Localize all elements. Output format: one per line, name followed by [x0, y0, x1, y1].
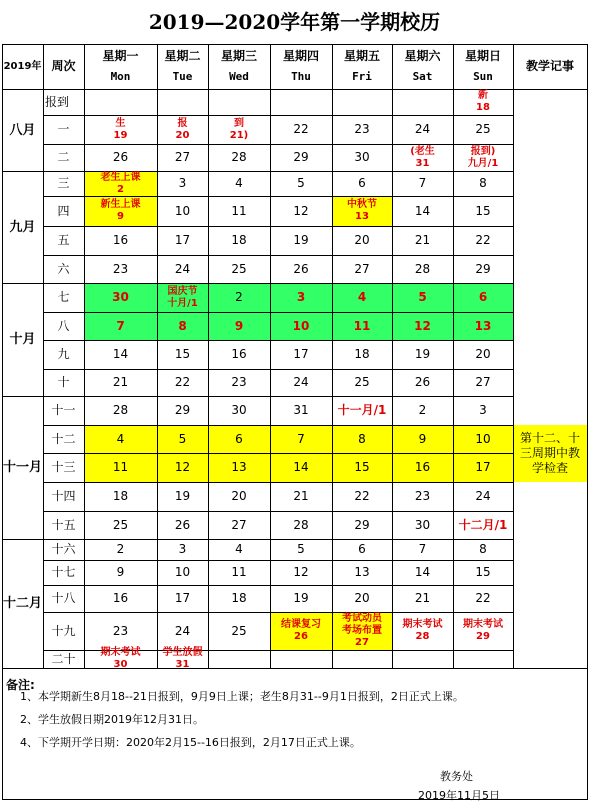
date-cell: 16 — [112, 591, 129, 605]
date-cell: 31 — [293, 403, 309, 417]
date-cell: 22 — [354, 489, 370, 503]
week-number: 十四 — [51, 489, 76, 503]
note-line-2: 2、学生放假日期2019年12月31日。 — [20, 713, 204, 726]
date-annotation: 18 — [476, 102, 490, 113]
date-cell: 17 — [475, 460, 491, 474]
date-cell: 16 — [231, 347, 247, 361]
date-cell — [332, 283, 392, 312]
date-cell: 18 — [231, 591, 247, 605]
month-label: 八月 — [9, 122, 36, 138]
date-cell — [208, 650, 270, 668]
grid-line — [587, 44, 588, 668]
date-cell: 28 — [414, 261, 431, 276]
day-name-cn: 星期二 — [164, 49, 201, 63]
day-name-en: Tue — [172, 70, 193, 83]
date-cell: 8 — [479, 176, 487, 190]
date-cell — [84, 647, 157, 670]
date-cell: 8 — [479, 542, 487, 556]
date-cell: 10 — [174, 203, 191, 218]
date-cell: 9 — [418, 431, 427, 446]
week-number: 报到 — [45, 94, 70, 109]
year-header: 2019年 — [3, 61, 42, 72]
date-cell: 4 — [235, 176, 243, 190]
date-cell: 11 — [231, 565, 247, 579]
date-cell — [453, 283, 513, 312]
day-name-cn: 星期三 — [220, 49, 257, 63]
date-cell: 15 — [475, 565, 491, 579]
date-cell: 2 — [116, 542, 125, 556]
date-cell: 3 — [479, 403, 487, 417]
date-cell: 24 — [174, 261, 191, 276]
date-cell: 24 — [414, 122, 431, 136]
date-annotation: 期末考试 — [100, 647, 141, 658]
date-cell: 27 — [231, 517, 247, 532]
week-number: 七 — [57, 290, 70, 304]
date-cell: 14 — [112, 347, 129, 361]
date-cell: 23 — [414, 489, 431, 503]
date-cell: 23 — [354, 122, 370, 136]
date-cell: 8 — [358, 431, 366, 446]
page-title: 2019—2020学年第一学期校历 — [148, 10, 441, 34]
date-cell: 12 — [174, 460, 191, 474]
date-annotation: 国庆节 — [167, 285, 198, 297]
date-cell — [270, 89, 332, 115]
date-annotation: 21) — [229, 129, 249, 141]
date-cell — [453, 312, 513, 340]
date-cell: 3 — [178, 542, 187, 556]
date-cell — [332, 89, 392, 115]
date-cell: 21 — [414, 233, 431, 247]
day-name-en: Thu — [291, 70, 311, 83]
date-annotation: 5 — [418, 290, 427, 304]
date-annotation: 7 — [116, 318, 125, 333]
date-cell: 27 — [475, 375, 491, 389]
date-annotation: 26 — [294, 631, 308, 642]
grid-line — [513, 44, 514, 668]
day-name-cn: 星期四 — [282, 49, 319, 63]
date-cell: 22 — [475, 591, 491, 605]
week-header: 周次 — [51, 59, 76, 73]
grid-line — [2, 668, 513, 669]
date-cell — [392, 89, 453, 115]
week-number: 十八 — [51, 591, 76, 605]
date-cell: 2 — [418, 403, 427, 417]
date-cell: 2 — [235, 290, 243, 304]
date-cell: 12 — [293, 203, 309, 218]
date-cell: 15 — [475, 203, 491, 218]
day-name-cn: 星期五 — [343, 49, 380, 63]
date-cell — [392, 312, 453, 340]
week-number: 二 — [57, 150, 70, 164]
date-cell: 7 — [418, 542, 427, 556]
day-name-en: Mon — [110, 70, 131, 83]
date-annotation: 报 — [177, 117, 188, 129]
week-number: 十三 — [51, 460, 76, 474]
date-cell: 28 — [112, 403, 129, 417]
date-annotation: 27 — [355, 637, 369, 648]
date-annotation: 报到) — [470, 145, 496, 157]
date-annotation: 十月/1 — [167, 297, 198, 309]
date-cell: 30 — [231, 403, 247, 417]
date-cell: 28 — [231, 150, 247, 164]
date-cell: 27 — [354, 261, 370, 276]
date-cell: 20 — [231, 489, 247, 503]
month-label: 十月 — [9, 332, 36, 347]
issue-date: 2019年11月5日 — [418, 789, 500, 802]
date-cell: 14 — [293, 460, 309, 474]
date-cell: 19 — [174, 489, 191, 503]
date-annotation: 13 — [474, 318, 492, 333]
date-annotation: 十一月/1 — [337, 403, 387, 417]
date-cell — [270, 283, 332, 312]
date-cell: 9 — [116, 565, 125, 579]
date-cell: 5 — [297, 542, 305, 556]
date-cell: 4 — [235, 542, 243, 556]
date-cell: 11 — [112, 460, 129, 474]
date-cell: 25 — [475, 122, 491, 136]
date-annotation: 29 — [476, 631, 490, 642]
date-cell: 24 — [174, 623, 191, 638]
date-cell: 17 — [174, 591, 191, 605]
note-line-1: 1、本学期新生8月18--21日报到，9月9日上课；老生8月31--9月1日报到，2日正式上课。 — [20, 690, 464, 703]
week-number: 十六 — [51, 542, 76, 556]
date-cell: 25 — [231, 261, 247, 276]
date-cell: 15 — [174, 347, 191, 361]
date-cell — [392, 650, 453, 668]
date-annotation: 12 — [414, 318, 431, 333]
date-annotation: 30 — [112, 290, 129, 304]
date-cell: 14 — [414, 203, 431, 218]
date-annotation: 6 — [478, 290, 488, 304]
date-cell: 19 — [414, 347, 431, 361]
week-number: 十九 — [51, 623, 76, 638]
date-cell: 25 — [112, 517, 129, 532]
day-name-en: Wed — [229, 70, 249, 83]
date-cell: 29 — [475, 261, 491, 276]
week-number: 四 — [57, 203, 70, 218]
date-cell: 21 — [112, 375, 129, 389]
week-number: 十 — [57, 375, 70, 389]
date-annotation: 学生放假 — [162, 647, 203, 658]
grid-line — [513, 668, 587, 669]
date-annotation: 生 — [115, 117, 126, 129]
date-cell: 16 — [112, 233, 129, 247]
date-cell — [270, 650, 332, 668]
date-annotation: 2 — [117, 183, 124, 195]
date-cell: 25 — [354, 375, 370, 389]
date-annotation: 30 — [113, 659, 128, 670]
date-cell: 29 — [174, 403, 191, 417]
date-cell — [270, 612, 332, 650]
teaching-remark: 第十二、十三周期中教学检查 — [519, 431, 580, 475]
date-annotation: 31 — [415, 157, 430, 169]
date-cell: 29 — [293, 150, 309, 164]
day-name-cn: 星期一 — [102, 49, 139, 63]
day-header — [270, 44, 332, 89]
day-header — [453, 44, 513, 89]
date-annotation: 考场布置 — [342, 625, 382, 636]
date-cell — [332, 396, 392, 425]
date-annotation: 十二月/1 — [458, 517, 508, 532]
date-cell: 20 — [475, 347, 491, 361]
date-cell: 7 — [297, 431, 305, 446]
date-annotation: 3 — [296, 290, 306, 304]
date-cell — [157, 647, 208, 670]
grid-line — [2, 668, 3, 800]
date-cell: 29 — [354, 517, 370, 532]
date-annotation: 13 — [355, 211, 369, 222]
date-annotation: 到 — [234, 117, 244, 129]
notes-heading: 备注: — [6, 678, 35, 692]
date-cell — [332, 312, 392, 340]
date-cell: 22 — [174, 375, 191, 389]
date-cell — [453, 511, 513, 539]
week-number: 十一 — [51, 403, 76, 417]
date-cell: 24 — [293, 375, 309, 389]
date-cell: 26 — [112, 150, 129, 164]
date-cell: 21 — [293, 489, 309, 503]
date-cell — [453, 612, 513, 650]
date-cell: 23 — [112, 623, 129, 638]
date-cell — [157, 115, 208, 144]
date-annotation: 9 — [234, 318, 244, 333]
date-annotation: 新 — [478, 90, 488, 101]
day-header — [84, 44, 157, 89]
date-annotation: 中秋节 — [347, 199, 377, 210]
date-cell: 6 — [235, 431, 243, 446]
date-annotation: 九月/1 — [467, 157, 499, 169]
date-cell: 13 — [354, 565, 370, 579]
month-label: 十二月 — [2, 596, 42, 611]
date-cell — [84, 115, 157, 144]
date-cell — [270, 312, 332, 340]
day-header — [392, 44, 453, 89]
remarks-header: 教学记事 — [525, 59, 574, 73]
week-number: 三 — [57, 176, 70, 190]
date-cell: 23 — [112, 261, 129, 276]
note-line-3: 4、下学期开学日期：2020年2月15--16日报到，2月17日正式上课。 — [20, 736, 361, 749]
date-cell: 17 — [174, 233, 191, 247]
date-cell — [208, 89, 270, 115]
date-cell — [208, 312, 270, 340]
date-cell — [84, 312, 157, 340]
date-annotation: 28 — [415, 631, 430, 642]
date-cell: 20 — [354, 233, 370, 247]
date-annotation: 4 — [357, 290, 367, 304]
date-cell — [332, 612, 392, 650]
date-cell: 6 — [358, 176, 366, 190]
issuing-office: 教务处 — [440, 770, 473, 783]
date-annotation: (老生 — [410, 145, 435, 157]
date-cell: 23 — [231, 375, 247, 389]
day-header — [157, 44, 208, 89]
date-cell: 16 — [414, 460, 431, 474]
date-cell — [84, 283, 157, 312]
date-cell: 24 — [475, 489, 491, 503]
date-cell: 27 — [174, 150, 191, 164]
date-cell: 17 — [293, 347, 309, 361]
date-annotation: 19 — [113, 129, 128, 141]
date-annotation: 考试动员 — [342, 613, 382, 624]
week-number: 十二 — [51, 431, 76, 446]
date-cell: 7 — [418, 176, 427, 190]
date-cell — [332, 196, 392, 226]
date-cell: 10 — [475, 431, 491, 446]
date-cell: 11 — [231, 203, 247, 218]
date-cell: 5 — [178, 431, 187, 446]
date-cell — [392, 612, 453, 650]
date-cell: 3 — [178, 176, 187, 190]
date-cell: 28 — [293, 517, 309, 532]
date-cell — [157, 312, 208, 340]
date-cell: 13 — [231, 460, 247, 474]
date-cell: 18 — [112, 489, 129, 503]
month-label: 九月 — [9, 219, 36, 235]
week-number: 八 — [57, 318, 70, 333]
date-cell — [392, 144, 453, 171]
week-number: 一 — [57, 122, 70, 136]
date-annotation: 31 — [175, 659, 190, 670]
date-cell: 15 — [354, 460, 370, 474]
date-annotation: 老生上课 — [100, 171, 141, 183]
day-name-en: Fri — [352, 70, 372, 83]
day-name-cn: 星期六 — [404, 49, 441, 63]
date-cell: 21 — [414, 591, 431, 605]
day-header — [332, 44, 392, 89]
date-cell — [392, 283, 453, 312]
date-cell — [208, 115, 270, 144]
day-header — [208, 44, 270, 89]
date-cell: 30 — [414, 517, 431, 532]
date-annotation: 10 — [292, 318, 310, 333]
week-number: 五 — [57, 233, 70, 247]
date-annotation: 结课复习 — [281, 619, 321, 630]
date-cell: 4 — [116, 431, 125, 446]
date-cell — [84, 171, 157, 196]
date-cell: 22 — [293, 122, 309, 136]
date-annotation: 8 — [178, 318, 187, 333]
date-cell: 18 — [231, 233, 247, 247]
date-cell: 5 — [297, 176, 305, 190]
date-annotation: 期末考试 — [463, 619, 503, 630]
date-annotation: 11 — [353, 318, 371, 333]
date-cell — [84, 89, 157, 115]
day-name-en: Sun — [473, 70, 493, 83]
day-name-cn: 星期日 — [464, 49, 501, 63]
date-cell — [453, 650, 513, 668]
date-cell: 14 — [414, 565, 431, 579]
week-number: 十五 — [51, 517, 76, 532]
date-cell: 6 — [358, 542, 366, 556]
date-cell: 10 — [174, 565, 191, 579]
date-cell: 20 — [354, 591, 370, 605]
date-annotation: 20 — [175, 129, 190, 141]
month-label: 十一月 — [2, 460, 42, 475]
date-cell — [453, 89, 513, 115]
date-cell — [332, 650, 392, 668]
date-cell: 26 — [293, 261, 309, 276]
date-cell: 25 — [231, 623, 247, 638]
week-number: 十七 — [51, 565, 76, 579]
date-cell: 19 — [293, 591, 309, 605]
date-cell: 19 — [293, 233, 309, 247]
week-number: 二十 — [51, 651, 76, 666]
date-cell — [157, 89, 208, 115]
date-cell: 26 — [174, 517, 191, 532]
day-name-en: Sat — [412, 70, 433, 83]
date-cell: 12 — [293, 565, 309, 579]
date-annotation: 期末考试 — [402, 619, 443, 630]
week-number: 六 — [57, 261, 70, 276]
grid-line — [587, 668, 588, 800]
week-number: 九 — [57, 347, 70, 361]
date-annotation: 9 — [117, 211, 124, 222]
date-annotation: 新生上课 — [100, 199, 141, 210]
date-cell: 26 — [414, 375, 431, 389]
date-cell — [157, 283, 208, 312]
date-cell: 22 — [475, 233, 491, 247]
date-cell: 30 — [354, 150, 370, 164]
date-cell — [453, 144, 513, 171]
date-cell — [84, 196, 157, 226]
date-cell: 18 — [354, 347, 370, 361]
